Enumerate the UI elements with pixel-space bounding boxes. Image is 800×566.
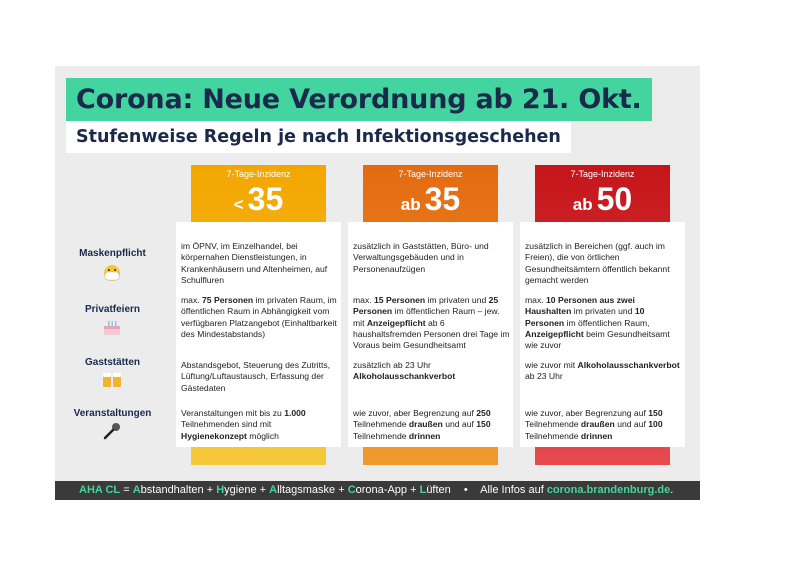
footer-url-link[interactable]: corona.brandenburg.de [546, 484, 671, 496]
incidence-prefix: ab [572, 195, 593, 214]
cell-parties: max. 15 Personen im privaten und 25 Personen im öffentlichen Raum – jew. mit Anzeigepflicht ab 6 haushaltsfremden Personen drei Tage im Voraus beim Gesundheitsamt [353, 295, 510, 351]
microphone-icon [100, 422, 124, 440]
incidence-value: 35 [247, 181, 284, 217]
column-body [176, 222, 341, 447]
column-incidence-from-35 [348, 165, 513, 465]
incidence-value: 50 [596, 181, 633, 217]
column-header [520, 169, 685, 222]
cell-gastro: Abstandsgebot, Steuerung des Zutritts, Lüftung/Luftaustausch, Erfassung der Gästedaten [181, 360, 331, 393]
beer-mugs-icon [100, 371, 124, 389]
column-incidence-from-50 [520, 165, 685, 465]
mask-icon [100, 264, 124, 282]
cell-events: wie zuvor, aber Begrenzung auf 250 Teilnehmende draußen und auf 150 Teilnehmende drinnen [353, 408, 491, 441]
column-header [348, 169, 513, 222]
footer-bullet: • [463, 484, 468, 496]
column-body [520, 222, 685, 447]
column-body [348, 222, 513, 447]
row-label-events: Veranstaltungen [73, 408, 152, 419]
aha-label: AHA CL [79, 484, 121, 496]
cell-gastro: zusätzlich ab 23 Uhr Alkoholausschankverbot [353, 360, 456, 382]
cell-masks: zusätzlich in Gaststätten, Büro- und Verwaltungsgebäuden und in Personenaufzügen [353, 241, 489, 274]
cell-events: wie zuvor, aber Begrenzung auf 150 Teilnehmende draußen und auf 100 Teilnehmende drinnen [525, 408, 663, 441]
row-label-gastro: Gaststätten [84, 357, 140, 368]
footer-info: Alle Infos auf [480, 484, 547, 496]
incidence-label: 7-Tage-Inzidenz [398, 169, 463, 179]
page-subtitle: Stufenweise Regeln je nach Infektionsgeschehen [66, 121, 571, 153]
row-label-masks: Maskenpflicht [79, 248, 146, 259]
cell-masks: zusätzlich in Bereichen (ggf. auch im Freien), die von örtlichen Gesundheitsämtern öffentlich bekannt gemacht werden [525, 241, 670, 285]
column-incidence-below-35 [176, 165, 341, 465]
page-title: Corona: Neue Verordnung ab 21. Okt. [66, 78, 652, 121]
incidence-prefix: ab [400, 195, 421, 214]
cell-events: Veranstaltungen mit bis zu 1.000 Teilnehmenden sind mit Hygienekonzept möglich [181, 408, 306, 441]
cell-gastro: wie zuvor mit Alkoholausschankverbot ab 23 Uhr [525, 360, 680, 382]
cell-parties: max. 75 Personen im privaten Raum, im öffentlichen Raum in Abhängigkeit vom verfügbaren Platzangebot (Einhaltbarkeit des Mindestabstands) [181, 295, 337, 339]
cell-parties: max. 10 Personen aus zwei Haushalten im privaten und 10 Personen im öffentlichen Raum, Anzeigepflicht beim Gesundheitsamt wie zuvor [525, 295, 670, 351]
incidence-value: 35 [424, 181, 461, 217]
cell-masks: im ÖPNV, im Einzelhandel, bei körpernahen Dienstleistungen, in Krankenhäusern und Altenheimen, auf Schulfluren [181, 241, 328, 285]
footer-bar: AHA CL = Abstandhalten + Hygiene + Alltagsmaske + Corona-App + Lüften • Alle Infos auf corona.brandenburg.de. [55, 481, 700, 500]
row-label-parties: Privatfeiern [84, 304, 141, 315]
column-header [176, 169, 341, 222]
incidence-label: 7-Tage-Inzidenz [570, 169, 635, 179]
cake-icon [100, 318, 124, 336]
incidence-prefix: < [233, 195, 244, 214]
incidence-label: 7-Tage-Inzidenz [226, 169, 291, 179]
